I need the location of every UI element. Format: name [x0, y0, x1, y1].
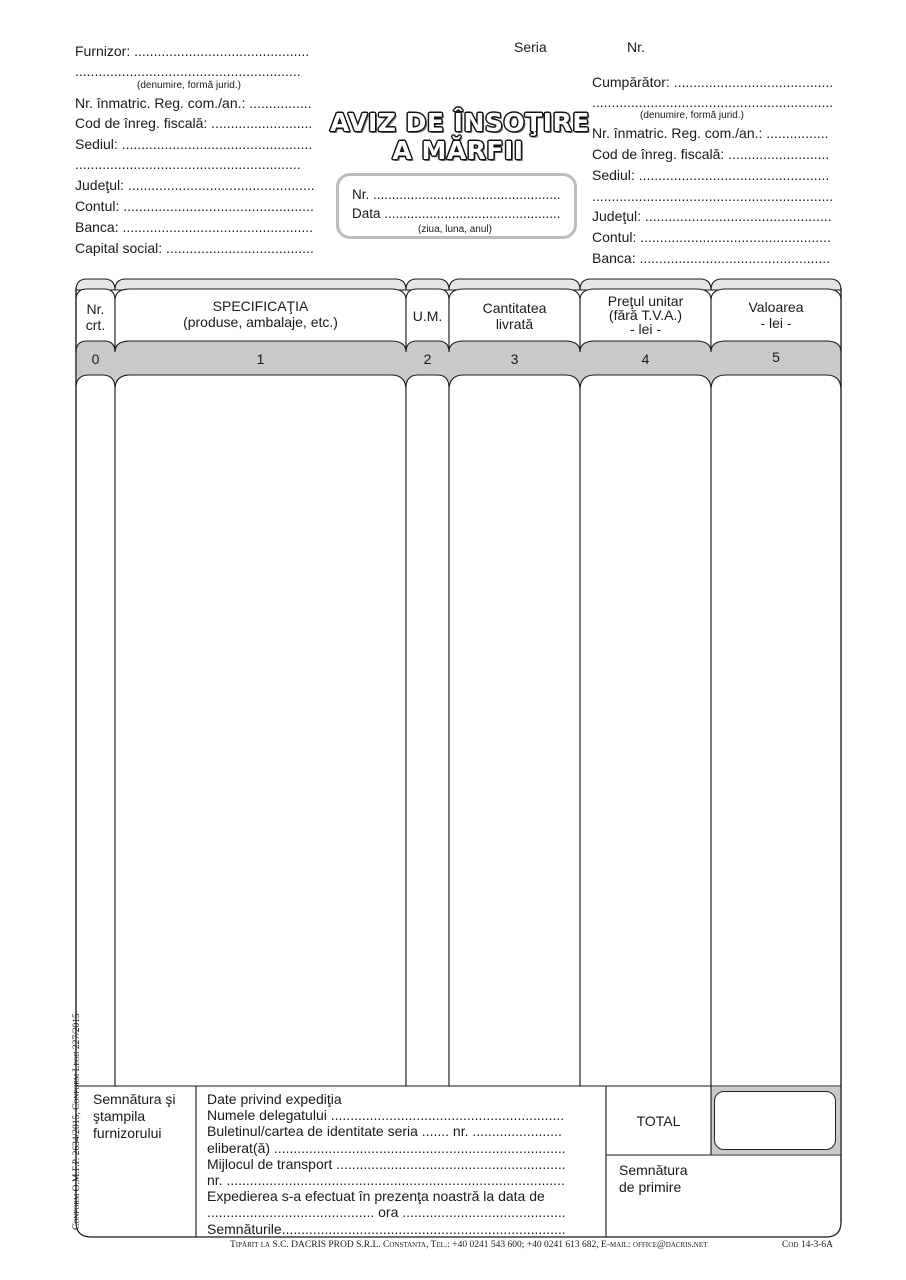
col5-line1: Valoarea: [748, 299, 804, 315]
col1-line1: SPECIFICAŢIA: [212, 298, 309, 314]
document-date-field[interactable]: Data ...............................................: [352, 206, 561, 221]
title-line-2: A MĂRFII: [392, 136, 524, 165]
column-number-3: 3: [510, 351, 519, 367]
buyer-seat-line2[interactable]: ..............................................................: [592, 188, 834, 204]
legal-reference-text: Conform O.M.F.P. 2634/2015, Conform Legii 227/2015: [72, 1013, 82, 1230]
supplier-signature-label: [93, 1091, 175, 1142]
sig-line2: ştampila: [93, 1108, 146, 1124]
form-code: Cod 14-3-6A: [782, 1240, 834, 1250]
total-label: TOTAL: [636, 1113, 681, 1129]
col5-line2: - lei -: [760, 315, 792, 331]
supplier-seat-field[interactable]: Sediul: .................................................: [75, 136, 313, 152]
supplier-reg-field[interactable]: Nr. înmatric. Reg. com./an.: ................: [75, 95, 312, 111]
items-unit-price-column[interactable]: [581, 390, 710, 1084]
column-header-value: [711, 299, 841, 331]
supplier-fiscal-field[interactable]: Cod de înreg. fiscală: ..........................: [75, 115, 313, 131]
column-header-unit-price: [580, 294, 711, 336]
buyer-reg-field[interactable]: Nr. înmatric. Reg. com./an.: ................: [592, 125, 829, 141]
column-header-quantity: [449, 300, 580, 332]
items-um-column[interactable]: [407, 390, 448, 1084]
expedition-title: Date privind expediţia: [207, 1091, 342, 1107]
date-format-hint: (ziua, luna, anul): [418, 224, 492, 235]
document-number-field[interactable]: Nr. ..................................................: [352, 187, 561, 202]
expedition-data-section: [207, 1091, 566, 1237]
column-number-1: 1: [256, 351, 265, 367]
col0-line2: crt.: [85, 317, 106, 333]
buyer-name-field[interactable]: Cumpărător: .........................................: [592, 74, 834, 90]
delegate-name-field[interactable]: Numele delegatului ............................................................: [207, 1107, 565, 1124]
receipt-signature-label: [619, 1162, 687, 1196]
buyer-fiscal-field[interactable]: Cod de înreg. fiscală: ..........................: [592, 146, 830, 162]
col4-line3: - lei -: [629, 321, 662, 337]
buyer-bank-field[interactable]: Banca: .................................................: [592, 250, 831, 266]
transport-number-field[interactable]: nr. .......................................................................................: [207, 1172, 565, 1189]
column-number-4: 4: [641, 351, 650, 367]
expedition-statement: Expedierea s-a efectuat în prezenţa noastră la data de: [207, 1188, 545, 1205]
printer-footer: Tipărit la S.C. DACRIS PROD S.R.L. Constanta, Tel.: +40 0241 543 600; +40 0241 613 682, E-mail: office@dacris.net: [230, 1240, 708, 1250]
buyer-seat-field[interactable]: Sediul: .................................................: [592, 167, 830, 183]
col0-line1: Nr.: [86, 301, 105, 317]
number-label: Nr.: [627, 39, 645, 55]
column-header-nr: [76, 301, 115, 333]
items-value-column[interactable]: [712, 390, 840, 1084]
col1-line2: (produse, ambalaje, etc.): [183, 314, 338, 330]
signatures-field[interactable]: Semnăturile.........................................................................: [207, 1220, 566, 1237]
transport-means-field[interactable]: Mijlocul de transport ...........................................................: [207, 1155, 566, 1172]
items-specification-column[interactable]: [116, 390, 405, 1084]
supplier-name-hint: (denumire, formă jurid.): [137, 80, 241, 91]
supplier-name-field[interactable]: Furnizor: .............................................: [75, 43, 310, 59]
expedition-date-time-field[interactable]: ........................................... ora ..........................................: [207, 1204, 566, 1221]
col3-line2: livrată: [495, 316, 534, 332]
col4-line1: Preţul unitar: [607, 293, 684, 309]
supplier-seat-line2[interactable]: ..........................................................: [75, 156, 301, 172]
supplier-name-line2[interactable]: ..........................................................: [75, 63, 301, 79]
seria-label: Seria: [514, 39, 547, 55]
buyer-county-field[interactable]: Judeţul: ................................................: [592, 208, 832, 224]
issued-by-field[interactable]: eliberat(ă) ...........................................................................: [207, 1139, 566, 1156]
column-header-specification: [115, 298, 406, 330]
col3-line1: Cantitatea: [482, 300, 547, 316]
supplier-county-field[interactable]: Judeţul: ................................................: [75, 177, 315, 193]
column-number-2: 2: [423, 351, 432, 367]
title-line-1: AVIZ DE ÎNSOŢIRE: [330, 108, 590, 137]
total-value-field[interactable]: [714, 1091, 836, 1150]
supplier-account-field[interactable]: Contul: .................................................: [75, 198, 314, 214]
column-number-5: 5: [772, 349, 780, 365]
col4-line2: (fără T.V.A.): [608, 307, 683, 323]
column-number-0: 0: [91, 351, 100, 367]
buyer-account-field[interactable]: Contul: .................................................: [592, 229, 831, 245]
supplier-bank-field[interactable]: Banca: .................................................: [75, 219, 314, 235]
id-card-field[interactable]: Buletinul/cartea de identitate seria ....... nr. .......................: [207, 1123, 562, 1140]
sig-line1: Semnătura şi: [93, 1091, 176, 1107]
recv-line1: Semnătura: [619, 1162, 688, 1178]
column-header-um: U.M.: [412, 308, 443, 324]
buyer-name-hint: (denumire, formă jurid.): [640, 110, 744, 121]
sig-line3: furnizorului: [93, 1125, 162, 1141]
recv-line2: de primire: [619, 1179, 682, 1195]
items-nr-column[interactable]: [77, 390, 114, 1084]
items-quantity-column[interactable]: [450, 390, 579, 1084]
supplier-capital-field[interactable]: Capital social: ......................................: [75, 240, 314, 256]
buyer-name-line2[interactable]: ..............................................................: [592, 94, 834, 110]
